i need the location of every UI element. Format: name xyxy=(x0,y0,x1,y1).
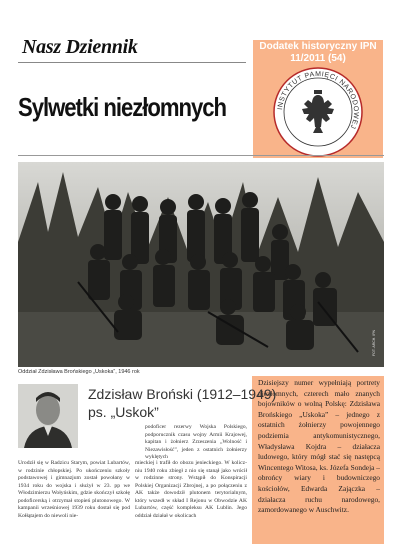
group-photo xyxy=(18,162,384,367)
photo-credit: FOT. ARCH. IPN xyxy=(372,329,376,356)
supplement-label xyxy=(253,41,383,65)
sidebar-text: Dzisiejszy numer wypełniają portrety niezłomnych, czterech mało znanych bojowników o wolną Polskę: Zdzisława Brońskiego „Uskoka” – jednego z ostatnich żołnierzy powojennego podziemia antykomunistycznego, Władysława Kojdra – działacza ludowego, który mógł stać się następcą Wincentego Witosa, ks. Józefa Sondeja – obrońcy wiary i budowniczego kościołów, Edwarda Zajączka – działacza ruchu narodowego, zamordowanego w Auschwitz. xyxy=(258,378,380,515)
ipn-seal-icon xyxy=(268,66,368,158)
article-pseudonym: ps. „Uskok” xyxy=(88,404,159,420)
seal-text: INSTYTUT PAMIĘCI NARODOWEJ xyxy=(277,70,360,131)
article-column-2: mieckiej i trafił do obozu jenieckiego. W kolicz- niu 1940 roku zbiegł z nio się stanął jako wrócił w rodzinne strony. Wstąpił do Konspiracji Polskiej Organizacji Zbrojnej, a po połączeniu z AK także dowodził plutonem terytorialnym, który wszedł w skład I Rejonu w Obwodzie AK Lubartów, część kompleksu AK Lublin. Jego oddział działał w okolicach xyxy=(135,460,247,519)
supplement-line2: 11/2011 (54) xyxy=(290,53,346,64)
article-column-1: Urodził się w Radzicu Starym, powiat Lubartów, w rodzinie chłopskiej. Po ukończeniu szkoły podstawowej i gimnazjum został powołany w 1934 roku do wojska i służył w 23. pp we Włodzimierzu Wołyńskim, gdzie skończył szkołę podoficerską i otrzymał stopień plutonowego. W kampanii wrześniowej 1939 roku dostał się pod Kołłątajem do niewoli nie- xyxy=(18,460,130,519)
article-name: Zdzisław Broński (1912–1949) xyxy=(88,386,277,402)
page-title: Sylwetki niezłomnych xyxy=(18,92,227,122)
portrait-photo xyxy=(18,384,78,448)
supplement-line1: Dodatek historyczny IPN xyxy=(259,41,377,52)
title-divider xyxy=(18,155,384,156)
masthead-divider xyxy=(18,62,246,63)
article-intro: podoficer rezerwy Wojska Polskiego, podporucznik czasu wojny Armii Krajowej, kapitan i żołnierz Zrzeszenia „Wolność i Niezawisłość”, jeden z ostatnich żołnierzy wyklętych xyxy=(145,424,247,461)
photo-caption: Oddział Zdzisława Brońskiego „Uskoka”, 1946 rok xyxy=(18,369,140,375)
masthead-logo: Nasz Dziennik xyxy=(22,36,138,58)
